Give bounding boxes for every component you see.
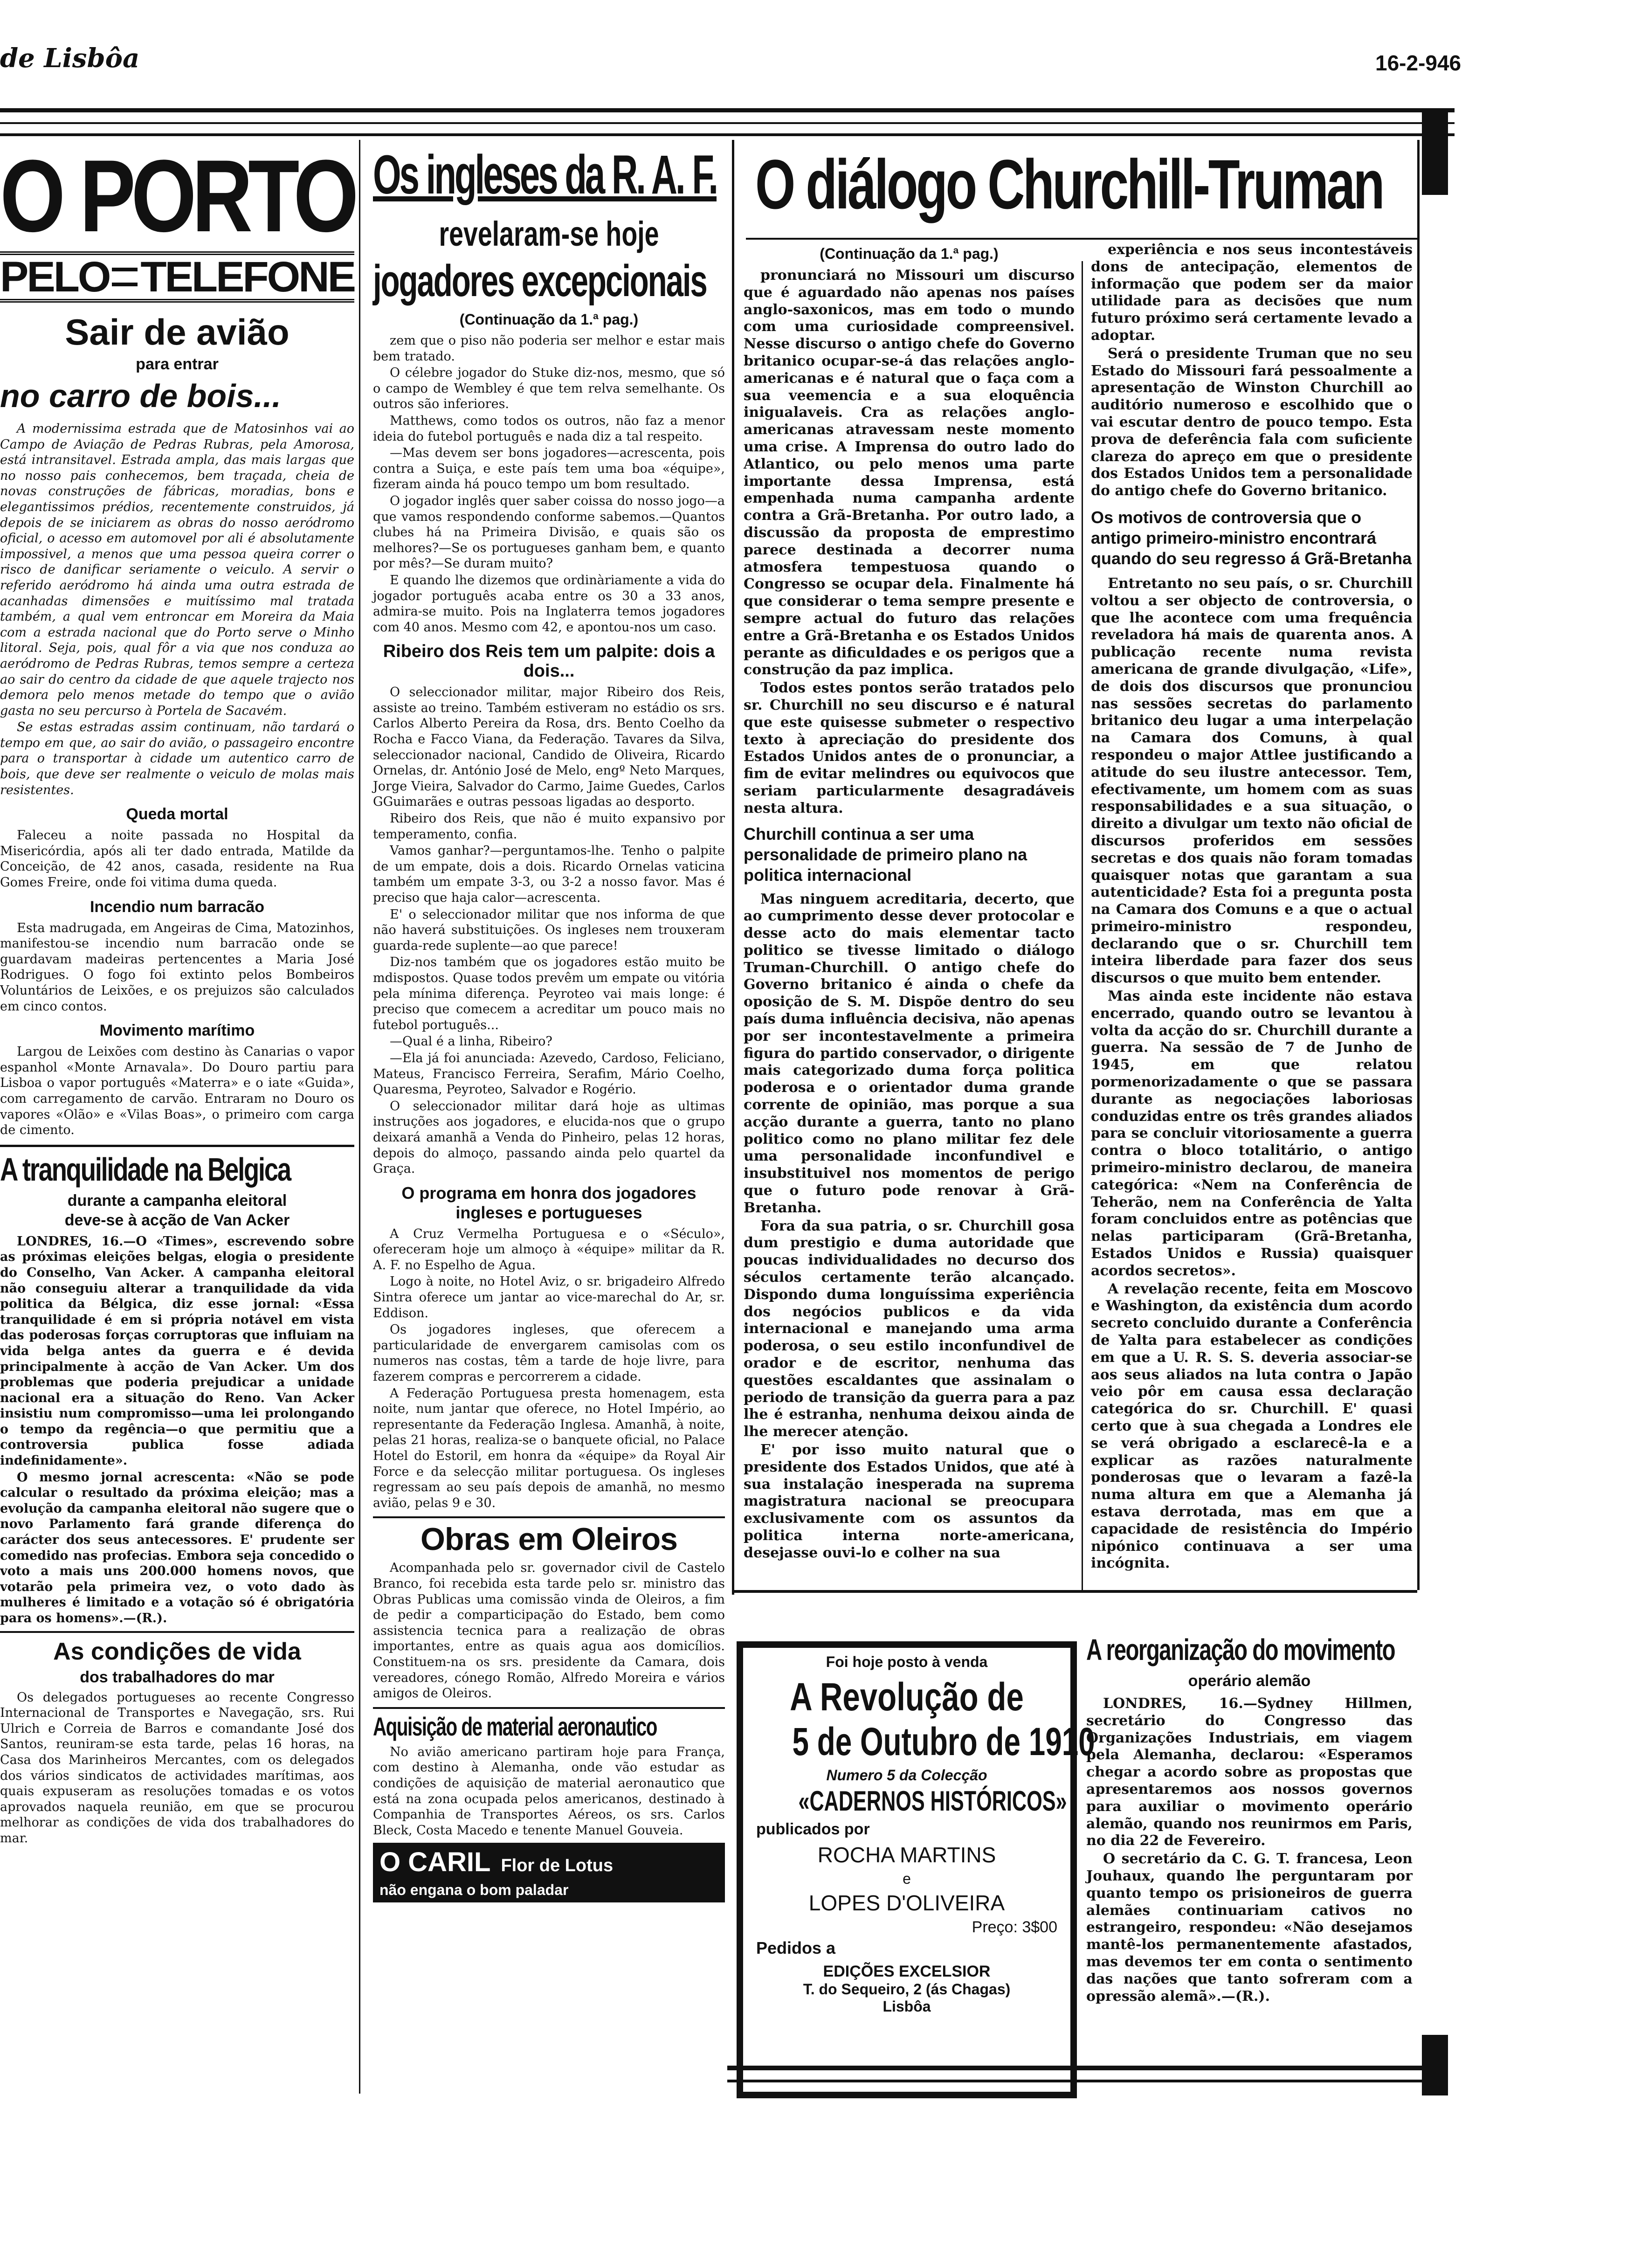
raf-continuation: (Continuação da 1.ª pag.) [459, 311, 639, 328]
belgica-rule [0, 1145, 354, 1147]
churchill-left-body2: Mas ninguem acreditaria, decerto, que ao cumprimento desse dever protocolar e desse acto do mais elementar tacto politico se tivesse limitado o diálogo Truman-Churchill. O antigo chefe do Governo britanico é ainda o chefe da oposição de S. M. Dispõe dentro do seu país duma influência decisiva, não apenas por ser incontestavelmente a primeira figura do partido conservador, o dirigente mais categorizado duma força politica poderosa e o orientador duma grande corrente de opinião, mas porque a sua acção durante a guerra, tanto no plano politico como no plano militar fez dele uma personalidade inconfundivel e insubstituivel nos momentos de perigo que o futuro pode renovar à Grã-Bretanha. Fora da sua patria, o sr. Churchill gosa dum prestigio e duma autoridade que poucas individualidades no decurso dos séculos certamente terão alcançado. Dispondo duma longuíssima experiência dos negócios publicos e da vida internacional e manejando uma arma poderosa, o seu estilo inconfundivel de orador e de escritor, nenhuma das questões escaldantes que assinalam o periodo de transição da guerra para a paz lhe é estranha, nenhuma deixou ainda de lhe merecer atenção. E' por isso muito natural que o presidente dos Estados Unidos, que até à sua instalação inesperada na suprema magistratura nacional se preocupara exclusivamente com os assuntos da politica interna norte-americana, desejasse ouvi-lo e colher na sua [744, 891, 1075, 1561]
belgica-body: LONDRES, 16.—O «Times», escrevendo sobre as próximas eleições belgas, elogia o presidente do Conselho, Van Acker. A campanha eleitoral não conseguiu alterar a tranquilidade da vida politica da Bélgica, diz esse jornal: «Essa tranquilidade é em si própria notável em vista das poderosas forças corruptoras que influiam na vida belga antes da guerra e é devida principalmente à acção de Van Acker. Um dos problemas que poderia prejudicar a unidade nacional era a situação do Reno. Van Acker insistiu num compromisso—uma lei prolongando o tempo da regência—o que permitiu que a controversia publica fosse adiada indefinidamente». O mesmo jornal acrescenta: «Não se pode calcular o resultado da próxima eleição; mas a evolução da campanha eleitoral não sugere que o novo Parlamento fará grande diferença do carácter dos seus antecessores. E' prudente ser comedido nas profecias. Embora seja concedido o voto a mais uns 200.000 homens novos, que votarão pela primeira vez, o voto dado às mulheres é limitado e a votação só é obrigatória para os homens».—(R.). [0, 1234, 354, 1625]
churchill-box-rule-right [1417, 140, 1420, 1590]
ribeiro-body: O seleccionador militar, major Ribeiro dos Reis, assiste ao treino. Também estiveram no estádio os srs. Carlos Alberto Pereira da Rosa, drs. Bento Coelho da Rocha e Facco Viana, da Federação. Tavares da Silva, seleccionador nacional, Candido de Oliveira, Ricardo Ornelas, dr. António José de Melo, engº Neto Marques, Jorge Vieira, Salvador do Carmo, Jaime Guedes, Carlos GGuimarães e outras pessoas ligadas ao desporto. Ribeiro dos Reis, que não é muito expansivo por temperamento, confia. Vamos ganhar?—perguntamos-lhe. Tenho o palpite de um empate, dois a dois. Ricardo Ornelas vaticina também um empate 3-3, ou 3-2 a nosso favor. Mas é preciso que haja calor—acrescenta. E' o seleccionador militar que nos informa de que não haverá substituições. Os ingleses nem trouxeram guarda-rede suplente—ao que parece! Diz-nos também que os jogadores estão muito be mdispostos. Quase todos prevêm um empate ou vitória pela mínima diferença. Peyroteo vai mais longe: é preciso que comecem a acreditar um pouco mais no futebol português... —Qual é a linha, Ribeiro? —Ela já foi anunciada: Azevedo, Cardoso, Feliciano, Mateus, Francisco Ferreira, Serafim, Mário Coelho, Quaresma, Peyroteo, Salvador e Rogério. O seleccionador militar dará hoje as ultimas instruções aos jogadores, e elucida-nos que o grupo deixará amanhã a Venda do Pinheiro, pelas 12 horas, depois do almoço, passando ainda pelo quartel da Graça. [373, 685, 725, 1176]
churchill-left-column [744, 242, 1075, 1563]
ad-line6: publicados por [756, 1820, 870, 1838]
ad-line9: LOPES D'OLIVEIRA [808, 1891, 1005, 1915]
headline-sair: Sair de avião [65, 311, 290, 353]
belgica-title: A tranquilidade na Belgica [0, 1151, 290, 1188]
belgica-sub2: deve-se à acção de Van Acker [64, 1211, 290, 1229]
column-divider [359, 140, 360, 2094]
masthead: de Lisbôa [0, 43, 140, 74]
churchill-continuation: (Continuação da 1.ª pag.) [820, 245, 999, 262]
aquisicao-rule [373, 1707, 725, 1709]
porto-subtitle [0, 251, 354, 303]
header-rule [0, 108, 1455, 112]
header-rule-bottom [0, 133, 1455, 136]
ad-line8: e [903, 1870, 911, 1887]
right-edge-bar [1422, 111, 1448, 195]
reorg-title: A reorganização do movimento [1086, 1633, 1395, 1666]
ad-line12: EDIÇÕES EXCELSIOR [823, 1963, 991, 1980]
raf-sub2: jogadores excepcionais [373, 256, 707, 306]
ad-line11: Pedidos a [756, 1938, 836, 1957]
headline-para-entrar: para entrar [136, 355, 219, 373]
right-edge-bar-bottom [1422, 2035, 1448, 2095]
raf-body: zem que o piso não poderia ser melhor e estar mais bem tratado. O célebre jogador do Stuke diz-nos, mesmo, que só o campo de Wembley é que tem relva semelhante. Os outros são inferiores. Matthews, como todos os outros, não faz a menor ideia do futebol português e nada diz a tal respeito. —Mas devem ser bons jogadores—acrescenta, pois contra a Suiça, e este país tem uma boa «équipe», fizeram ainda há pouco tempo um bom resultado. O jogador inglês quer saber coissa do nosso jogo—a que vamos respondendo conforme sabemos.—Quantos clubes há na Primeira Divisão, e quais são os melhores?—Se os portugueses ganham bem, e quanto por mês?—Se duram muito? E quando lhe dizemos que ordinàriamente a vida do jogador português acaba entre os 30 a 33 anos, admira-se muito. Pois na Inglaterra temos jogadores com 40 anos. Mesmo com 42, e apontou-nos um caso. [373, 333, 725, 635]
churchill-sub-left: Churchill continua a ser uma personalidade de primeiro plano na politica internacional [744, 824, 1027, 885]
ad-line3: 5 de Outubro de 1910 [792, 1720, 1095, 1763]
ad-line7: ROCHA MARTINS [817, 1843, 996, 1867]
column-divider [732, 140, 734, 1595]
porto-article-body: A modernissima estrada que de Matosinhos vai ao Campo de Aviação de Pedras Rubras, pela Amorosa, está intransitavel. Estrada ampla, das mais largas que no nosso pais conhecemos, bem traçada, cheia de novas construções de fábricas, moradias, bons e elegantissimos prédios, recentemente construidos, já depois de se iniciarem as obras do nosso aeródromo oficial, o acesso em automovel por ali é absolutamente impossivel, a menos que uma pessoa queira correr o risco de danificar seriamente o veiculo. A servir o referido aeródromo há ainda uma outra estrada de acanhadas dimensões e muitíssimo mal tratada também, a qual vem entroncar em Moreira da Maia com a estrada nacional que do Porto serve o Minho litoral. Seja, pois, qual fôr a via que nos conduza ao aeródromo de Pedras Rubras, temos sempre a certeza ao sair do centro da cidade de que aquele trajecto nos demora pelo menos metade do tempo que o avião gasta no seu percurso à Portela de Sacavém. Se estas estradas assim continuam, não tardará o tempo em que, ao sair do avião, o passageiro encontre para o transportar à cidade um autentico carro de bois, que deve ser realmente o veiculo de molas mais resistentes. [0, 422, 354, 797]
reorg-sub: operário alemão [1188, 1672, 1311, 1690]
programa-body: A Cruz Vermelha Portuguesa e o «Século», ofereceram hoje um almoço à «équipe» militar da R. A. F. no Espelho de Agua. Logo à noite, no Hotel Aviz, o sr. brigadeiro Alfredo Sintra oferece um jantar ao vice-marechal do Ar, sr. Eddison. Os jogadores ingleses, que oferecem a particularidade de envergarem camisolas com os numeros nas costas, têm a tarde de hoje livre, para fazerem compras e percorrerem a cidade. A Federação Portuguesa presta homenagem, esta noite, num jantar que oferece, no Hotel Império, ao representante da Federação Inglesa. Amanhã, à noite, pelas 21 horas, realiza-se o banquete oficial, no Palace Hotel do Estoril, em honra da «équipe» da Royal Air Force e da selecção militar portuguesa. Os ingleses regressam ao seu país depois de amanhã, no mesmo avião, pelas 9 e 30. [373, 1226, 725, 1510]
caril-ad [373, 1843, 725, 1881]
aquisicao-body: No avião americano partiram hoje para França, com destino à Alemanha, onde vão estudar as condições de aquisição de material aeronautico que está na zona ocupada pelos americanos, destinado à Companhia de Transportes Aéreos, os srs. Carlos Bleck, Costa Macedo e tenente Manuel Gouveia. [373, 1744, 725, 1838]
ad-line1: Foi hoje posto à venda [826, 1653, 988, 1670]
movimento-title: Movimento marítimo [99, 1022, 255, 1040]
movimento-body: Largou de Leixões com destino às Canarias o vapor espanhol «Monte Arnavala». Do Douro partiu para Lisboa o vapor português «Materra» e o iate «Guida», com carregamento de carvão. Entraram no Douro os vapores «Olão» e «Vilas Boas», o primeiro com carga de cimento. [0, 1044, 354, 1138]
obras-title: Obras em Oleiros [421, 1521, 677, 1557]
caril-tagline: não engana o bom paladar [373, 1881, 725, 1902]
raf-sub1: revelaram-se hoje [439, 214, 659, 253]
headline-carro: no carro de bois... [0, 378, 281, 414]
obras-rule [373, 1516, 725, 1518]
belgica-sub1: durante a campanha eleitoral [67, 1191, 287, 1210]
condicoes-rule [0, 1631, 354, 1633]
churchill-right-column [1091, 242, 1413, 1573]
porto-title: O PORTO [0, 138, 354, 253]
header-rule-thin [0, 122, 1455, 124]
porto-column [0, 138, 354, 1847]
programa-title: O programa em honra dos jogadores ingleses e portugueses [401, 1183, 696, 1222]
churchill-right-body: experiência e nos seus incontestáveis dons de antecipação, elementos de informação que podem ser da maior utilidade para as decisões que num futuro próximo será certamente levado a adoptar. Será o presidente Truman que no seu Estado do Missouri fará pessoalmente a apresentação de Winston Churchill ao auditório numeroso e escolhido que o vai escutar dentro de pouco tempo. Esta prova de deferência fala com suficiente clareza do apreço em que o presidente dos Estados Unidos tem a personalidade do antigo chefe do Governo britanico. [1091, 242, 1413, 499]
caril-product: Flor de Lotus [501, 1856, 614, 1876]
incendio-title: Incendio num barracão [90, 898, 265, 916]
issue-date: 16-2-946 [1375, 51, 1462, 75]
ad-line4: Numero 5 da Colecção [826, 1767, 987, 1784]
ad-line5: «CADERNOS HISTÓRICOS» [798, 1785, 1067, 1817]
obras-body: Acompanhada pelo sr. governador civil de Castelo Branco, foi recebida esta tarde pelo sr. ministro das Obras Publicas uma comissão vinda de Oleiros, a fim de pedir a comparticipação do Estado, bem como assistencia tecnica para a realização de obras importantes, entre as quais agua aos domicílios. Constituem-na os srs. presidente da Camara, dois vereadores, cónego Romão, Alfredo Moreira e vários amigos de Oleiros. [373, 1561, 725, 1701]
revolucao-ad [737, 1641, 1095, 2098]
queda-body: Faleceu a noite passada no Hospital da Misericórdia, após ali ter dado entrada, Matilde da Conceição, de 42 anos, casada, residente na Rua Gomes Freire, onde foi vitima duma queda. [0, 828, 354, 890]
churchill-left-body: pronunciará no Missouri um discurso que é aguardado não apenas nos países anglo-saxonicos, mas em todo o mundo com uma curiosidade compreensivel. Nesse discurso o antigo chefe do Governo britanico ocupar-se-á das relações anglo-americanas e é natural que o faça com a sua veemencia e a sua eloquência inigualaveis. Cra as relações anglo-americanas atravessam neste momento uma crise. A Imprensa do outro lado do Atlantico, ou pelo menos uma parte importante dessa Imprensa, está empenhada numa campanha ardente contra a Grã-Bretanha. Por outro lado, a discussão da proposta de emprestimo parece destinada a decorrer numa atmosfera tempestuosa quando o Congresso se ocupar dela. Finalmente há que considerar o tema sempre presente e sempre actual do futuro das relações entre a Grã-Bretanha e os Estados Unidos perante as dificuldades e os perigos que a construção da paz implica. Todos estes pontos serão tratados pelo sr. Churchill no seu discurso e é natural que este quisesse submeter o respectivo texto à apreciação do presidente dos Estados Unidos antes de o pronunciar, a fim de evitar melindres ou equivocos que seriam particularmente desagradáveis nesta altura. [744, 267, 1075, 816]
churchill-box-rule [732, 1590, 1417, 1593]
condicoes-body: Os delegados portugueses ao recente Congresso Internacional de Transportes e Navegação, srs. Rui Ulrich e Correia de Barros e comandante José dos Santos, reuniram-se esta tarde, pelas 16 horas, na Casa dos Marinheiros Mercantes, com os delegados dos vários sindicatos de actividades marítimas, aos quais expuseram as resoluções tomadas e os votos aprovados naquela reunião, em que se procurou melhorar as condições de vida dos trabalhadores do mar. [0, 1690, 354, 1846]
raf-title: Os ingleses da R. A. F. [373, 144, 717, 206]
ribeiro-title: Ribeiro dos Reis tem um palpite: dois a dois... [383, 642, 715, 681]
caril-brand: O CARIL [379, 1847, 491, 1878]
raf-column [373, 142, 725, 1902]
condicoes-sub: dos trabalhadores do mar [80, 1668, 275, 1686]
churchill-title: O diálogo Churchill-Truman [755, 145, 1383, 223]
queda-title: Queda mortal [126, 805, 228, 823]
aquisicao-title: Aquisição de material aeronautico [373, 1711, 657, 1741]
churchill-sub-right: Os motivos de controversia que o antigo primeiro-ministro encontrará quando do seu regresso á Grã-Bretanha [1091, 507, 1412, 568]
reorg-article [1086, 1632, 1413, 2006]
porto-sub-b: TELEFONE [140, 253, 354, 301]
ad-line14: Lisbôa [883, 1998, 931, 2015]
churchill-title-rule [746, 238, 1417, 240]
ad-line13: T. do Sequeiro, 2 (ás Chagas) [803, 1981, 1011, 1998]
porto-sub-sep [112, 268, 138, 286]
column-divider [1082, 261, 1083, 1590]
ad-line10: Preço: 3$00 [972, 1918, 1057, 1936]
ad-line2: A Revolução de [790, 1675, 1024, 1719]
incendio-body: Esta madrugada, em Angeiras de Cima, Matozinhos, manifestou-se incendio num barracão onde se guardavam madeiras pertencentes a Maria José Rodrigues. O fogo foi extinto pelos Bombeiros Voluntários de Leixões, e os prejuizos são calculados em cinco contos. [0, 920, 354, 1014]
condicoes-title: As condições de vida [53, 1638, 301, 1665]
reorg-body: LONDRES, 16.—Sydney Hillmen, secretário do Congresso das Organizações Industriais, em viagem pela Alemanha, declarou: «Esperamos chegar a acordo sobre as propostas que apresentaremos aos nossos governos para auxiliar o movimento operário alemão, quando nos reunirmos em Paris, no dia 22 de Fevereiro. O secretário da C. G. T. francesa, Leon Jouhaux, quando lhe perguntaram por quanto tempo os prisioneiros de guerra alemães continuariam cativos no estrangeiro, respondeu: «Não desejamos mantê-los permanentemente afastados, mas devemos ter em conta o sentimento das nações que tanto sofreram com a opressão alemã».—(R.). [1086, 1695, 1413, 2005]
churchill-right-body2: Entretanto no seu país, o sr. Churchill voltou a ser objecto de controversia, o que lhe acontece com uma frequência reveladora há mais de quarenta anos. A publicação recente numa revista americana de grande divulgação, «Life», de dois dos discursos que pronunciou nas sessões secretas do parlamento britanico deu lugar a uma interpelação na Camara dos Comuns, à qual respondeu o major Attlee justificando a atitude do seu ilustre antecessor. Tem, efectivamente, um homem com as suas responsabilidades e a sua situação, o direito a divulgar um texto não oficial de discursos proferidos em sessões secretas e dos quais não foram tomadas quaisquer notas que garantam a sua autenticidade? Esta foi a pregunta posta na Camara dos Comuns e a que o actual primeiro-ministro respondeu, declarando que o sr. Churchill tem inteira liberdade para fazer dos seus discursos o que muito bem entender. Mas ainda este incidente não estava encerrado, quando outro se levantou à volta da acção do sr. Churchill durante a guerra. Na sessão de 7 de Junho de 1945, em que relatou pormenorizadamente o que se passara durante as negociações laboriosas conduzidas entre os três grandes aliados para se concluir vitoriosamente a guerra contra o bloco totalitário, o antigo primeiro-ministro declarou, de maneira categórica: «Nem na Conferência de Teherão, nem na Conferência de Yalta foram concluidos entre as potências que nelas participaram (Grã-Bretanha, Estados Unidos e Russia) quaisquer acordos secretos». A revelação recente, feita em Moscovo e Washington, da existência dum acordo secreto concluido durante a Conferência de Yalta para estabelecer as condições em que a U. R. S. S. deveria associar-se aos seus aliados na luta contra o Japão veio pôr em causa essa declaração categórica do sr. Churchill. E' quasi certo que à sua chegada a Londres ele se verá obrigado a esclarecê-la e a explicar as razões naturalmente ponderosas que o levaram a fazê-la numa altura em que a Alemanha já estava derrotada, mas em que a capacidade de resistência do Império nipónico continuava a ser uma incógnita. [1091, 575, 1413, 1572]
porto-sub-a: PELO [0, 253, 110, 301]
